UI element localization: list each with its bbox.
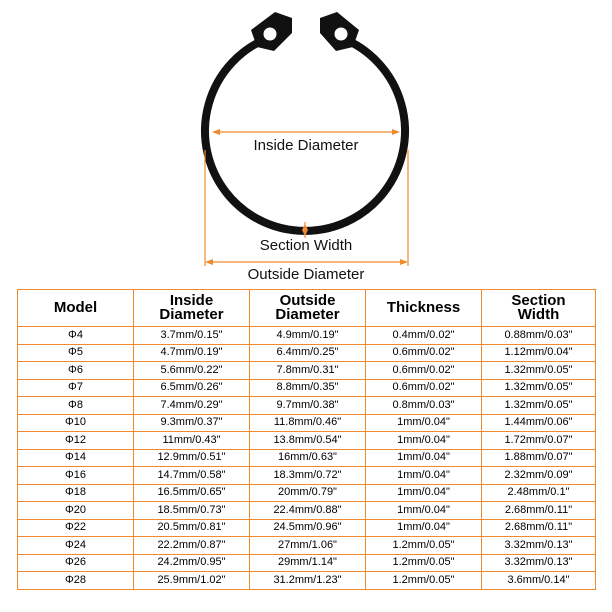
left-lug-hole bbox=[264, 28, 277, 41]
outside-diameter-cell: 27mm/1.06" bbox=[250, 537, 366, 555]
section-width-cell: 0.88mm/0.03" bbox=[482, 327, 596, 345]
table-header-row bbox=[18, 290, 596, 327]
outside-diameter-cell: 6.4mm/0.25" bbox=[250, 344, 366, 362]
inside-diameter-cell: 6.5mm/0.26" bbox=[134, 379, 250, 397]
table-row bbox=[18, 449, 596, 467]
inside-diameter-cell: 5.6mm/0.22" bbox=[134, 362, 250, 380]
header-line1: Model bbox=[53, 299, 98, 316]
section-width-cell: 2.32mm/0.09" bbox=[482, 467, 596, 485]
specification-table bbox=[17, 289, 596, 590]
section-width-cell: 1.32mm/0.05" bbox=[482, 397, 596, 415]
section-width-cell: 2.68mm/0.11" bbox=[482, 519, 596, 537]
inside-diameter-cell: 7.4mm/0.29" bbox=[134, 397, 250, 415]
model-cell: Φ26 bbox=[18, 554, 134, 572]
outside-diameter-label: Outside Diameter bbox=[247, 266, 365, 283]
circlip-ring bbox=[205, 12, 405, 231]
model-cell: Φ8 bbox=[18, 397, 134, 415]
right-lug-hole bbox=[335, 28, 348, 41]
header-thickness bbox=[366, 290, 482, 327]
model-cell: Φ18 bbox=[18, 484, 134, 502]
inside-diameter-label: Inside Diameter bbox=[253, 137, 359, 154]
inside-diameter-cell: 25.9mm/1.02" bbox=[134, 572, 250, 590]
section-width-cell: 3.32mm/0.13" bbox=[482, 537, 596, 555]
model-cell: Φ10 bbox=[18, 414, 134, 432]
section-width-cell: 1.72mm/0.07" bbox=[482, 432, 596, 450]
header-line1: Outside bbox=[279, 292, 336, 309]
section-width-cell: 3.32mm/0.13" bbox=[482, 554, 596, 572]
outside-diameter-cell: 18.3mm/0.72" bbox=[250, 467, 366, 485]
table-row bbox=[18, 537, 596, 555]
table-row bbox=[18, 484, 596, 502]
section-width-label: Section Width bbox=[259, 237, 353, 254]
model-cell: Φ16 bbox=[18, 467, 134, 485]
section-width-cell: 2.48mm/0.1" bbox=[482, 484, 596, 502]
header-model bbox=[18, 290, 134, 327]
thickness-cell: 0.6mm/0.02" bbox=[366, 379, 482, 397]
outside-diameter-cell: 9.7mm/0.38" bbox=[250, 397, 366, 415]
model-cell: Φ22 bbox=[18, 519, 134, 537]
outside-diameter-cell: 8.8mm/0.35" bbox=[250, 379, 366, 397]
table-row bbox=[18, 554, 596, 572]
inside-diameter-arrow-right bbox=[392, 129, 400, 135]
inside-diameter-cell: 12.9mm/0.51" bbox=[134, 449, 250, 467]
inside-diameter-cell: 4.7mm/0.19" bbox=[134, 344, 250, 362]
table-row bbox=[18, 467, 596, 485]
inside-diameter-cell: 22.2mm/0.87" bbox=[134, 537, 250, 555]
outside-diameter-cell: 20mm/0.79" bbox=[250, 484, 366, 502]
model-cell: Φ4 bbox=[18, 327, 134, 345]
table-row bbox=[18, 432, 596, 450]
table-row bbox=[18, 362, 596, 380]
outside-diameter-cell: 31.2mm/1.23" bbox=[250, 572, 366, 590]
thickness-cell: 1mm/0.04" bbox=[366, 519, 482, 537]
table-row bbox=[18, 519, 596, 537]
header-line1: Section bbox=[511, 292, 566, 309]
section-width-cell: 1.44mm/0.06" bbox=[482, 414, 596, 432]
model-cell: Φ28 bbox=[18, 572, 134, 590]
thickness-cell: 0.4mm/0.02" bbox=[366, 327, 482, 345]
table-row bbox=[18, 344, 596, 362]
table-row bbox=[18, 414, 596, 432]
section-width-cell: 1.12mm/0.04" bbox=[482, 344, 596, 362]
thickness-cell: 1mm/0.04" bbox=[366, 432, 482, 450]
header-line2: Diameter bbox=[159, 306, 224, 323]
outside-diameter-cell: 29mm/1.14" bbox=[250, 554, 366, 572]
inside-diameter-cell: 11mm/0.43" bbox=[134, 432, 250, 450]
thickness-cell: 1mm/0.04" bbox=[366, 484, 482, 502]
outside-diameter-cell: 24.5mm/0.96" bbox=[250, 519, 366, 537]
table-row bbox=[18, 502, 596, 520]
header-outside-diameter bbox=[250, 290, 366, 327]
thickness-cell: 1.2mm/0.05" bbox=[366, 554, 482, 572]
header-section-width bbox=[482, 290, 596, 327]
model-cell: Φ5 bbox=[18, 344, 134, 362]
outside-diameter-cell: 11.8mm/0.46" bbox=[250, 414, 366, 432]
inside-diameter-cell: 14.7mm/0.58" bbox=[134, 467, 250, 485]
thickness-cell: 0.6mm/0.02" bbox=[366, 362, 482, 380]
thickness-cell: 0.8mm/0.03" bbox=[366, 397, 482, 415]
section-width-cell: 1.88mm/0.07" bbox=[482, 449, 596, 467]
section-width-cell: 2.68mm/0.11" bbox=[482, 502, 596, 520]
inside-diameter-cell: 9.3mm/0.37" bbox=[134, 414, 250, 432]
outside-diameter-arrow-left bbox=[205, 259, 213, 265]
retaining-ring-diagram bbox=[0, 0, 612, 290]
table-row bbox=[18, 379, 596, 397]
model-cell: Φ6 bbox=[18, 362, 134, 380]
thickness-cell: 1mm/0.04" bbox=[366, 414, 482, 432]
table-row bbox=[18, 327, 596, 345]
outside-diameter-cell: 22.4mm/0.88" bbox=[250, 502, 366, 520]
outside-diameter-cell: 4.9mm/0.19" bbox=[250, 327, 366, 345]
section-width-cell: 3.6mm/0.14" bbox=[482, 572, 596, 590]
inside-diameter-cell: 20.5mm/0.81" bbox=[134, 519, 250, 537]
table-row bbox=[18, 572, 596, 590]
model-cell: Φ20 bbox=[18, 502, 134, 520]
thickness-cell: 1mm/0.04" bbox=[366, 449, 482, 467]
inside-diameter-cell: 24.2mm/0.95" bbox=[134, 554, 250, 572]
outside-diameter-cell: 13.8mm/0.54" bbox=[250, 432, 366, 450]
table-body bbox=[18, 327, 596, 590]
model-cell: Φ7 bbox=[18, 379, 134, 397]
header-line1: Thickness bbox=[386, 299, 461, 316]
header-inside-diameter bbox=[134, 290, 250, 327]
thickness-cell: 1mm/0.04" bbox=[366, 502, 482, 520]
model-cell: Φ12 bbox=[18, 432, 134, 450]
inside-diameter-cell: 18.5mm/0.73" bbox=[134, 502, 250, 520]
model-cell: Φ24 bbox=[18, 537, 134, 555]
thickness-cell: 1.2mm/0.05" bbox=[366, 537, 482, 555]
table-row bbox=[18, 397, 596, 415]
model-cell: Φ14 bbox=[18, 449, 134, 467]
inside-diameter-cell: 3.7mm/0.15" bbox=[134, 327, 250, 345]
header-line2: Width bbox=[517, 306, 560, 323]
thickness-cell: 0.6mm/0.02" bbox=[366, 344, 482, 362]
outside-diameter-arrow-right bbox=[400, 259, 408, 265]
outside-diameter-cell: 16mm/0.63" bbox=[250, 449, 366, 467]
inside-diameter-cell: 16.5mm/0.65" bbox=[134, 484, 250, 502]
thickness-cell: 1.2mm/0.05" bbox=[366, 572, 482, 590]
ring-band bbox=[205, 38, 405, 231]
outside-diameter-cell: 7.8mm/0.31" bbox=[250, 362, 366, 380]
thickness-cell: 1mm/0.04" bbox=[366, 467, 482, 485]
header-line1: Inside bbox=[169, 292, 214, 309]
section-width-cell: 1.32mm/0.05" bbox=[482, 362, 596, 380]
inside-diameter-arrow-left bbox=[212, 129, 220, 135]
section-width-cell: 1.32mm/0.05" bbox=[482, 379, 596, 397]
header-line2: Diameter bbox=[275, 306, 340, 323]
